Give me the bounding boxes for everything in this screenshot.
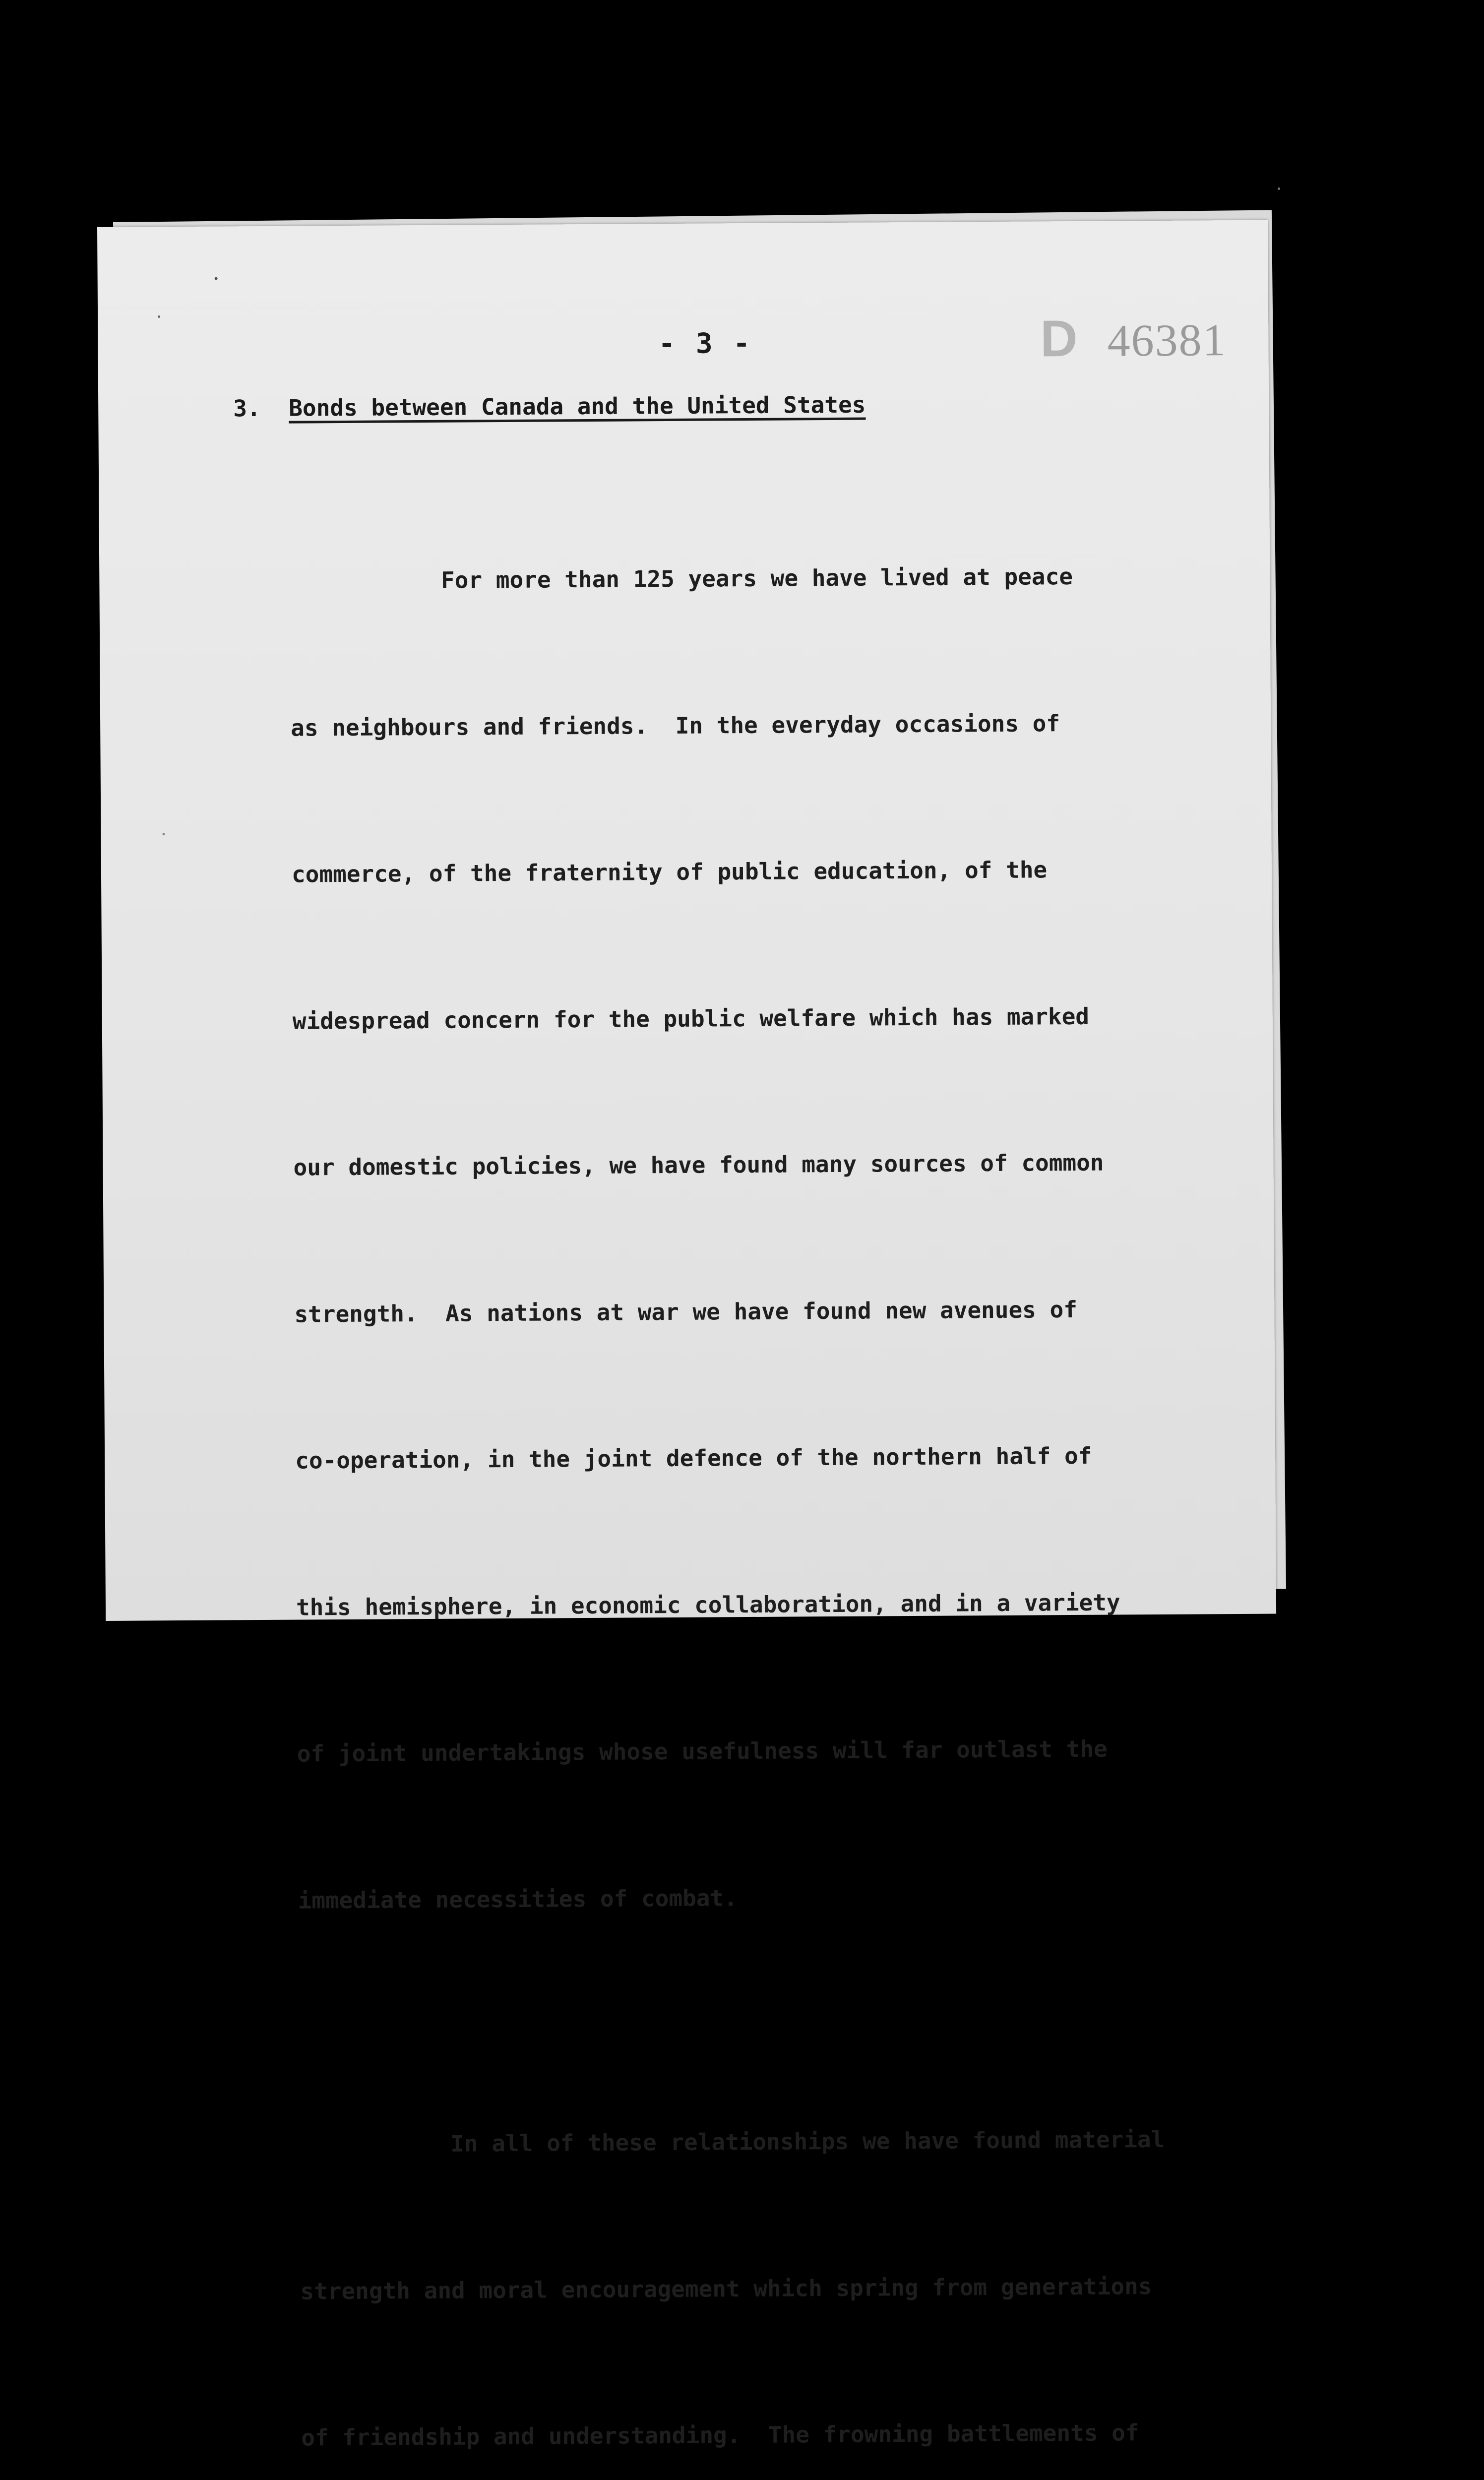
section-title: Bonds between Canada and the United States: [289, 391, 866, 422]
paragraph-2: [299, 2017, 1234, 2480]
section-number: 3.: [233, 394, 261, 422]
text-line: this hemisphere, in economic collaboration, and in a variety: [296, 1588, 1120, 1621]
text-line: of friendship and understanding. The frowning battlements of: [301, 2419, 1139, 2451]
text-line: In all of these relationships we have found material: [299, 2125, 1165, 2158]
stamp-letter: D: [1040, 310, 1078, 368]
text-line: as neighbours and friends. In the everyday occasions of: [291, 709, 1060, 742]
text-line: widespread concern for the public welfare which has marked: [292, 1002, 1090, 1035]
edge-speck: [1278, 187, 1280, 190]
text-line: of joint undertakings whose usefulness will far outlast the: [297, 1735, 1108, 1767]
text-line: strength. As nations at war we have found new avenues of: [294, 1296, 1078, 1328]
text-line: strength and moral encouragement which spring from generations: [300, 2272, 1152, 2305]
paper-speck: [162, 833, 165, 835]
text-line: co-operation, in the joint defence of the northern half of: [295, 1442, 1092, 1474]
text-line: commerce, of the fraternity of public education, of the: [291, 856, 1048, 888]
section-heading: [233, 391, 866, 422]
paragraph-1: [289, 453, 1221, 2022]
paper-speck: [215, 277, 218, 280]
text-line: our domestic policies, we have found many sources of common: [293, 1149, 1104, 1181]
text-line: immediate necessities of combat.: [298, 1884, 738, 1914]
stamp-number: 46381: [1107, 314, 1227, 366]
text-line: For more than 125 years we have lived at peace: [290, 562, 1073, 595]
edge-speck: [158, 315, 160, 318]
body-text: [289, 453, 1234, 2480]
page-number: - 3 -: [658, 327, 752, 361]
archive-stamp: [1040, 309, 1227, 369]
document-page: [97, 220, 1276, 2451]
